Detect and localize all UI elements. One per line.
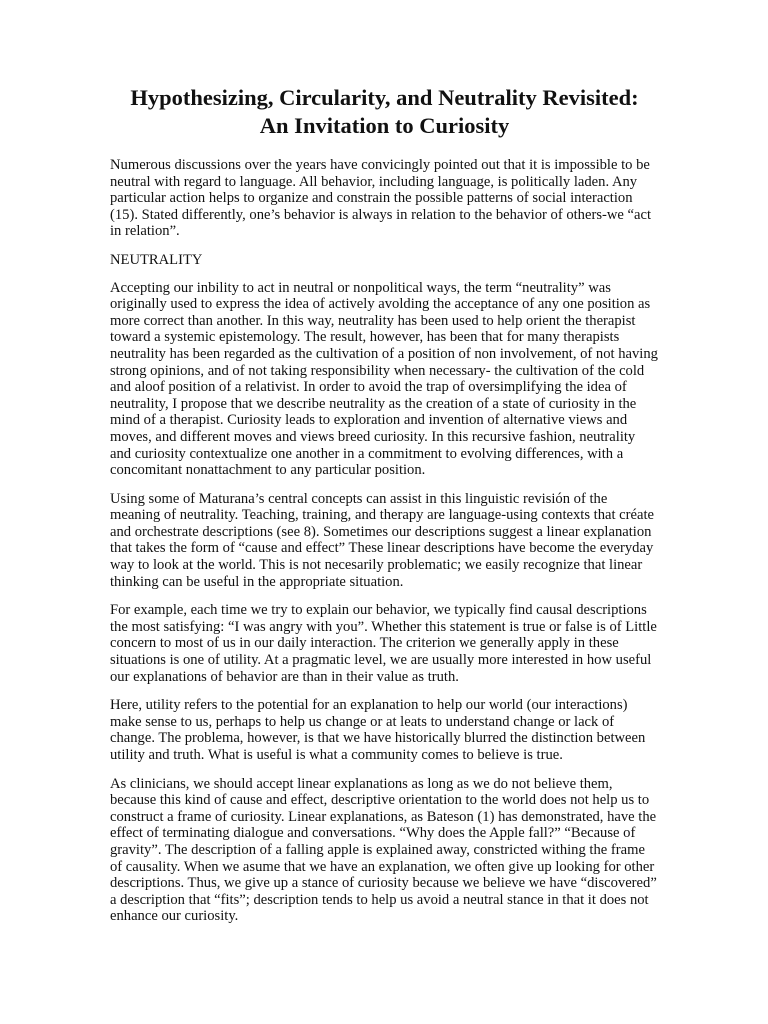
paragraph-clinicians: As clinicians, we should accept linear explanations as long as we do not believe them, because this kind of cause and effect, descriptive orientation to the world does not help us to construct a frame of curiosity. Linear explanations, as Bateson (1) has demonstrated, have the effect of terminating dialogue and conversations. “Why does the Apple fall?” “Because of gravity”. The description of a falling apple is explained away, constricted withing the frame of causality. When we asume that we have an explanation, we often give up looking for other descriptions. Thus, we give up a stance of curiosity because we believe we have “discovered” a description that “fits”; description tends to help us avoid a neutral stance in that it does not enhance our curiosity. bbox=[110, 775, 657, 925]
paragraph-example: For example, each time we try to explain our behavior, we typically find causal descriptions the most satisfying: “I was angry with you”. Whether this statement is true or false is of Little concern to most of us in our daily interaction. The criterion we generally apply in these situations is one of utility. At a pragmatic level, we are usually more interested in how useful our explanations of behavior are than in their value as truth. bbox=[110, 602, 657, 685]
paragraph-utility: Here, utility refers to the potential for an explanation to help our world (our interactions) make sense to us, perhaps to help us change or at leats to understand change or lack of change. The problema, however, is that we have historically blurred the distinction between utility and truth. What is useful is what a community comes to believe is true. bbox=[110, 697, 646, 763]
paragraph-neutrality: Accepting our inbility to act in neutral or nonpolitical ways, the term “neutrality” was originally used to express the idea of actively avolding the acceptance of any one position as more correct than another. In this way, neutrality has been used to help orient the therapist toward a systemic epistemology. The result, however, has been that for many therapists neutrality has been regarded as the cultivation of a position of non involvement, of not having strong opinions, and of not taking responsibility when necessary- the cultivation of the cold and aloof position of a relativist. In order to avoid the trap of oversimplifying the idea of neutrality, I propose that we describe neutrality as the creation of a state of curiosity in the mind of a therapist. Curiosity leads to exploration and invention of alternative views and moves, and different moves and views breed curiosity. In this recursive fashion, neutrality and curiosity contextualize one another in a commitment to evolving differences, with a concomitant nonattachment to any particular position. bbox=[110, 279, 658, 479]
document-title bbox=[110, 84, 659, 140]
paragraph-intro: Numerous discussions over the years have convicingly pointed out that it is impossible to be neutral with regard to language. All behavior, including language, is politically laden. Any particular action helps to organize and constrain the possible patterns of social interaction (15). Stated differently, one’s behavior is always in relation to the behavior of others-we “act in relation”. bbox=[110, 157, 652, 240]
title-line-2: An Invitation to Curiosity bbox=[259, 113, 510, 138]
paragraph-maturana: Using some of Maturana’s central concepts can assist in this linguistic revisión of the meaning of neutrality. Teaching, training, and therapy are language-using contexts that créate and orchestrate descriptions (see 8). Sometimes our descriptions suggest a linear explanation that takes the form of “cause and effect” These linear descriptions have become the everyday way to look at the world. This is not necesarily problematic; we easily recognize that linear thinking can be useful in the appropriate situation. bbox=[110, 490, 655, 590]
title-line-1: Hypothesizing, Circularity, and Neutrality Revisited: bbox=[130, 85, 639, 110]
section-heading-neutrality: NEUTRALITY bbox=[110, 251, 203, 268]
